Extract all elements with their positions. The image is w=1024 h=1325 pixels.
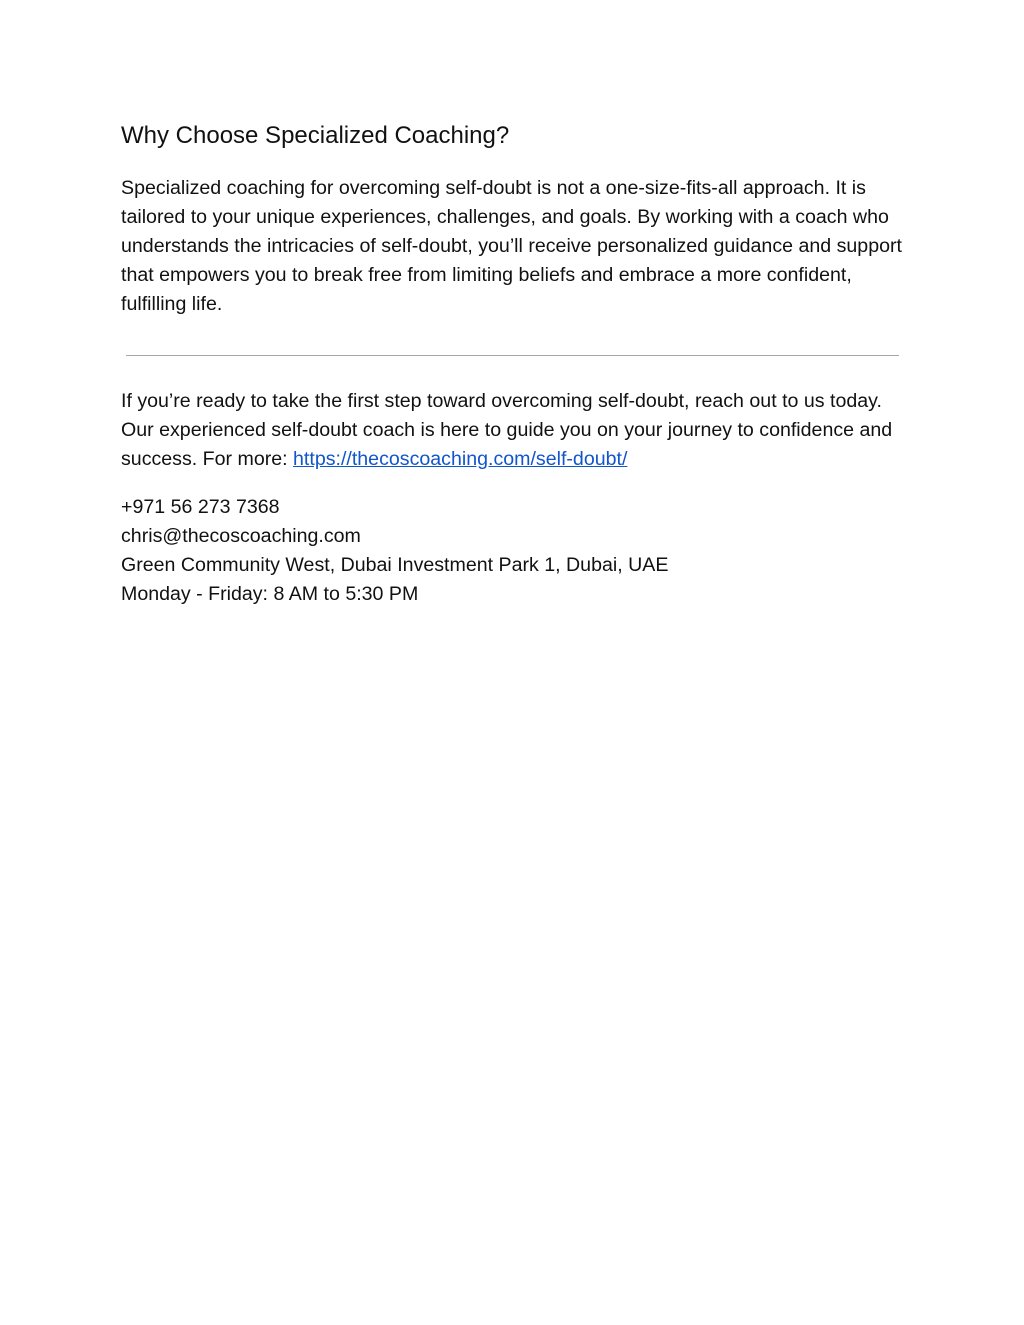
contact-address: Green Community West, Dubai Investment Park 1, Dubai, UAE xyxy=(121,554,669,576)
contact-email: chris@thecoscoaching.com xyxy=(121,525,361,547)
contact-phone: +971 56 273 7368 xyxy=(121,496,280,518)
cta-paragraph-text: If you’re ready to take the first step toward overcoming self-doubt, reach out to us today. Our experienced self-doubt coach is here to guide you on your journey to confidence and success. For more: xyxy=(121,390,893,470)
contact-hours: Monday - Friday: 8 AM to 5:30 PM xyxy=(121,583,419,605)
contact-block xyxy=(121,493,668,609)
section-heading: Why Choose Specialized Coaching? xyxy=(121,122,510,149)
cta-paragraph xyxy=(121,387,911,474)
horizontal-divider xyxy=(126,355,899,356)
intro-paragraph: Specialized coaching for overcoming self-doubt is not a one-size-fits-all approach. It is tailored to your unique experiences, challenges, and goals. By working with a coach who understands the intricacies of self-doubt, you’ll receive personalized guidance and support that empowers you to break free from limiting beliefs and embrace a more confident, fulfilling life. xyxy=(121,177,902,315)
self-doubt-page-link[interactable]: https://thecoscoaching.com/self-doubt/ xyxy=(293,448,628,470)
